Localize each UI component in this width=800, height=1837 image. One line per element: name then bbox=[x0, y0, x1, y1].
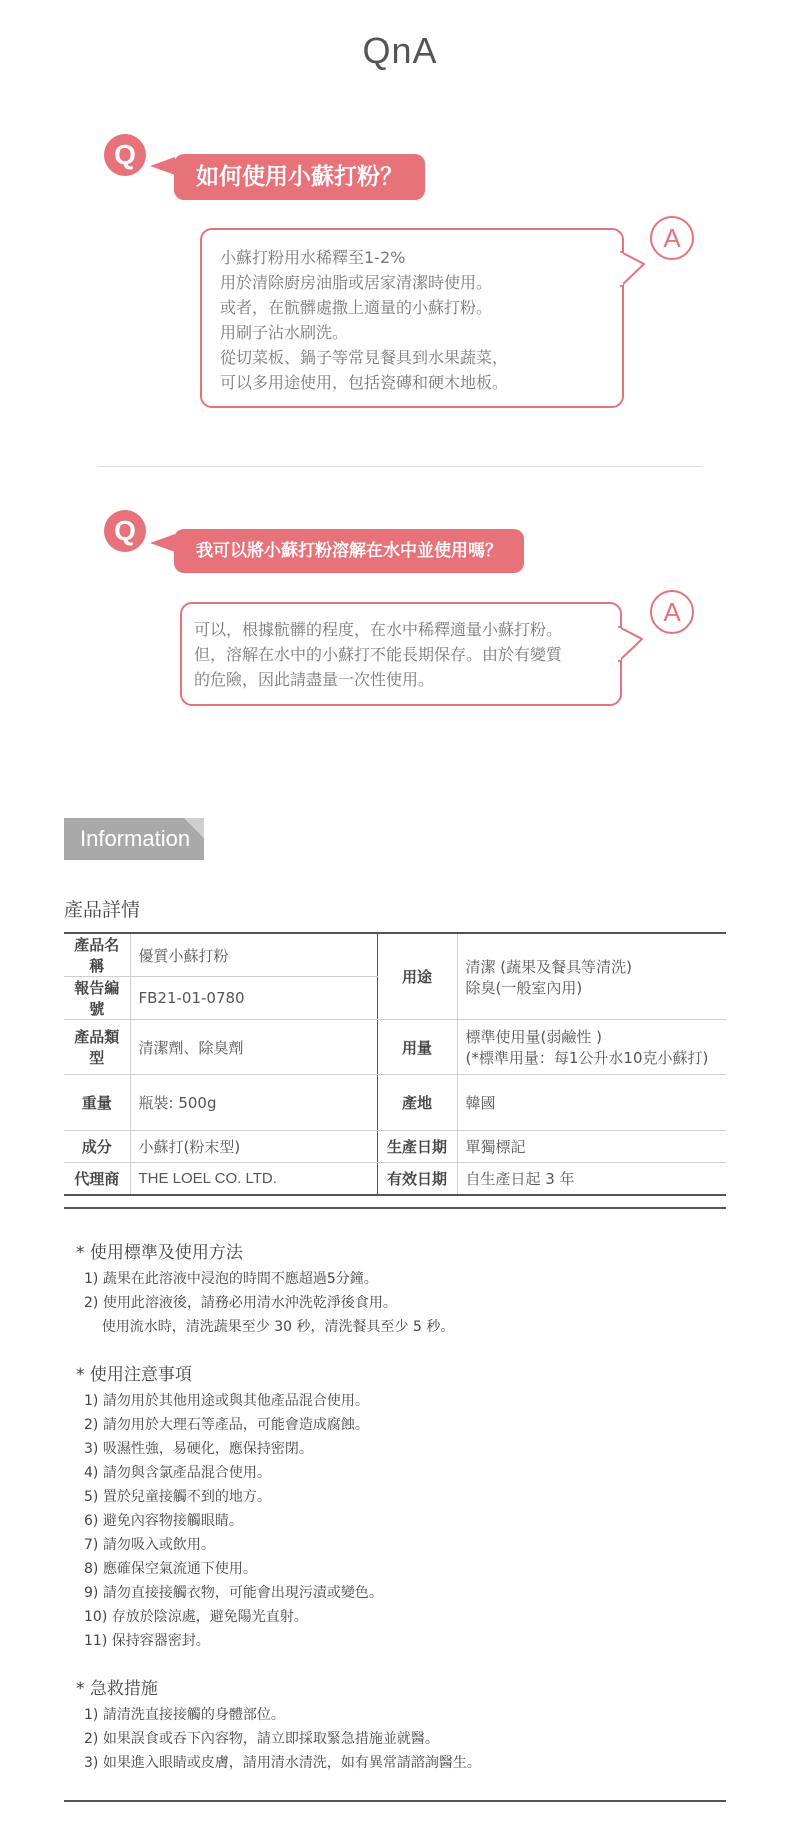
list-item: 使用流水時，清洗蔬果至少 30 秒，清洗餐具至少 5 秒。 bbox=[84, 1319, 455, 1335]
spec-label: 產品類型 bbox=[64, 1020, 130, 1075]
notes-top-rule bbox=[64, 1207, 726, 1209]
table-row bbox=[64, 933, 726, 977]
list-item: 11) 保持容器密封。 bbox=[84, 1633, 210, 1649]
spec-label: 成分 bbox=[64, 1131, 130, 1163]
list-item: 2) 如果誤食或吞下內容物，請立即採取緊急措施並就醫。 bbox=[84, 1731, 439, 1747]
a-badge-1: A bbox=[650, 216, 694, 260]
answer-2-line: 但，溶解在水中的小蘇打不能長期保存。由於有變質 bbox=[194, 645, 563, 664]
q-badge-1: Q bbox=[104, 134, 146, 176]
table-row bbox=[64, 1163, 726, 1195]
answer-1-line: 小蘇打粉用水稀釋至1-2% bbox=[220, 248, 406, 267]
list-item: 8) 應確保空氣流通下使用。 bbox=[84, 1561, 257, 1577]
a-badge-2: A bbox=[650, 590, 694, 634]
table-row bbox=[64, 1131, 726, 1163]
spec-label: 有效日期 bbox=[377, 1163, 457, 1195]
information-tab-corner-fold bbox=[184, 818, 204, 838]
answer-1-line: 可以多用途使用，包括瓷磚和硬木地板。 bbox=[220, 373, 509, 392]
qna-title: QnA bbox=[362, 30, 438, 71]
spec-value: THE LOEL CO. LTD. bbox=[130, 1163, 377, 1195]
spec-value-multiline bbox=[457, 1020, 726, 1075]
spec-value-line: 清潔 (蔬果及餐具等清洗) bbox=[465, 957, 632, 976]
spec-value: 單獨標記 bbox=[457, 1131, 726, 1163]
spec-label: 報告編號 bbox=[64, 977, 130, 1020]
answer-tail-1 bbox=[620, 250, 646, 290]
answer-box-1 bbox=[200, 228, 624, 408]
usage-heading: * 使用標準及使用方法 bbox=[76, 1243, 243, 1263]
list-item: 6) 避免內容物接觸眼睛。 bbox=[84, 1513, 243, 1529]
spec-value: FB21-01-0780 bbox=[130, 977, 377, 1020]
spec-label: 生產日期 bbox=[377, 1131, 457, 1163]
list-item: 1) 請勿用於其他用途或與其他產品混合使用。 bbox=[84, 1393, 369, 1409]
spec-value: 小蘇打(粉末型) bbox=[130, 1131, 377, 1163]
answer-tail-2 bbox=[618, 625, 644, 665]
spec-value: 清潔劑、除臭劑 bbox=[130, 1020, 377, 1075]
table-row bbox=[64, 1075, 726, 1131]
caution-heading: * 使用注意事項 bbox=[76, 1365, 192, 1385]
spec-value: 韓國 bbox=[457, 1075, 726, 1131]
table-row bbox=[64, 1020, 726, 1075]
answer-1-line: 或者，在骯髒處撒上適量的小蘇打粉。 bbox=[220, 298, 493, 317]
list-item: 4) 請勿與含氯產品混合使用。 bbox=[84, 1465, 271, 1481]
list-item: 7) 請勿吸入或飲用。 bbox=[84, 1537, 215, 1553]
list-item: 5) 置於兒童接觸不到的地方。 bbox=[84, 1489, 271, 1505]
answer-2-line: 可以，根據骯髒的程度，在水中稀釋適量小蘇打粉。 bbox=[194, 620, 563, 639]
q-bubble-tail-1 bbox=[150, 157, 175, 175]
answer-box-2 bbox=[180, 602, 622, 706]
spec-value-line: 除臭(一般室內用) bbox=[465, 978, 583, 997]
list-item: 1) 蔬果在此溶液中浸泡的時間不應超過5分鐘。 bbox=[84, 1271, 378, 1287]
spec-value: 優質小蘇打粉 bbox=[130, 933, 377, 977]
spec-label: 用途 bbox=[377, 933, 457, 1020]
product-details-title: 產品詳情 bbox=[64, 899, 141, 921]
spec-value: 自生產日起 3 年 bbox=[457, 1163, 726, 1195]
answer-1-line: 用於清除廚房油脂或居家清潔時使用。 bbox=[220, 273, 493, 292]
qna-divider bbox=[98, 466, 702, 467]
first-aid-heading: * 急救措施 bbox=[76, 1679, 158, 1699]
spec-value-multiline bbox=[457, 933, 726, 1020]
spec-label: 重量 bbox=[64, 1075, 130, 1131]
spec-label: 產地 bbox=[377, 1075, 457, 1131]
spec-value-line: 標準使用量(弱鹼性 ) bbox=[465, 1028, 602, 1046]
answer-2-line: 的危險，因此請盡量一次性使用。 bbox=[194, 670, 435, 689]
notes-bottom-rule bbox=[64, 1800, 726, 1802]
spec-label: 產品名稱 bbox=[64, 933, 130, 977]
spec-value-line: (*標準用量：每1公升水10克小蘇打) bbox=[465, 1049, 709, 1067]
answer-1-line: 用刷子沾水刷洗。 bbox=[220, 323, 349, 342]
product-spec-table bbox=[64, 932, 726, 1196]
q-bubble-tail-2 bbox=[150, 534, 175, 552]
question-2: 我可以將小蘇打粉溶解在水中並使用嗎？ bbox=[174, 529, 524, 573]
spec-label: 用量 bbox=[377, 1020, 457, 1075]
question-1: 如何使用小蘇打粉？ bbox=[174, 154, 425, 200]
list-item: 2) 使用此溶液後，請務必用清水沖洗乾淨後食用。 bbox=[84, 1295, 397, 1311]
list-item: 2) 請勿用於大理石等產品，可能會造成腐蝕。 bbox=[84, 1417, 369, 1433]
answer-1-line: 從切菜板、鍋子等常見餐具到水果蔬菜， bbox=[220, 348, 509, 367]
spec-value: 瓶裝: 500g bbox=[130, 1075, 377, 1131]
list-item: 9) 請勿直接接觸衣物，可能會出現污漬或變色。 bbox=[84, 1585, 383, 1601]
information-tab: Information bbox=[64, 818, 204, 860]
q-badge-2: Q bbox=[104, 510, 146, 552]
spec-label: 代理商 bbox=[64, 1163, 130, 1195]
list-item: 1) 請清洗直接接觸的身體部位。 bbox=[84, 1707, 285, 1723]
list-item: 3) 吸濕性強，易硬化，應保持密閉。 bbox=[84, 1441, 313, 1457]
list-item: 10) 存放於陰涼處，避免陽光直射。 bbox=[84, 1609, 308, 1625]
list-item: 3) 如果進入眼睛或皮膚，請用清水清洗，如有異常請諮詢醫生。 bbox=[84, 1755, 481, 1771]
